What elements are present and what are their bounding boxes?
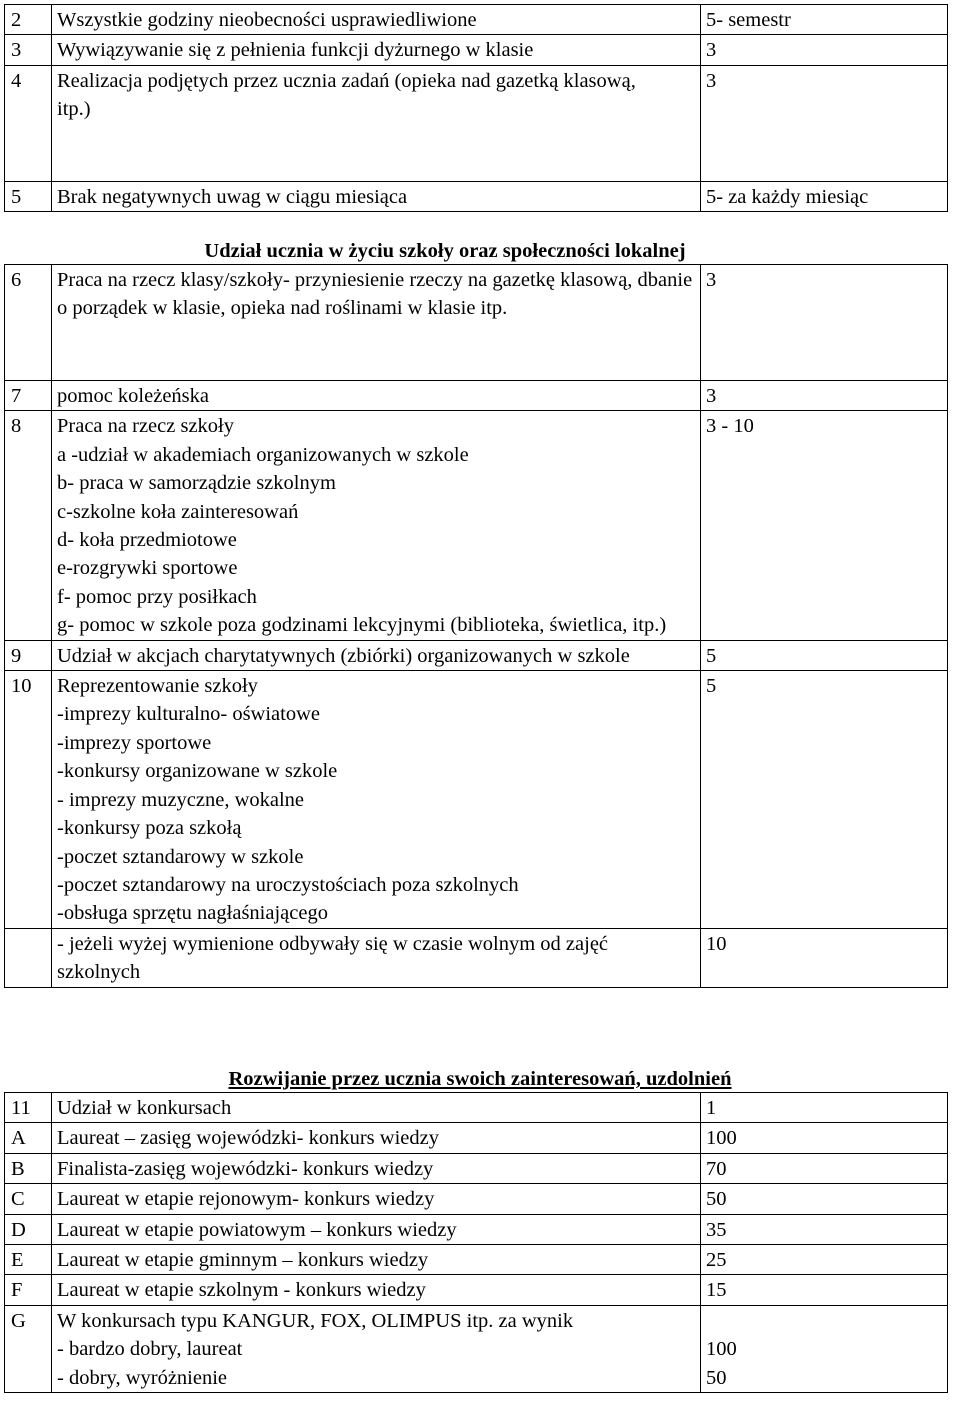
row-number: B <box>5 1153 52 1183</box>
row-description: pomoc koleżeńska <box>52 381 701 411</box>
table-row <box>5 5 948 35</box>
row-number: 6 <box>5 265 52 381</box>
table-row <box>5 411 948 640</box>
row-points: 25 <box>701 1245 948 1275</box>
row-points: 100 <box>701 1123 948 1153</box>
row-number: C <box>5 1184 52 1214</box>
row-points: 1 <box>701 1093 948 1123</box>
table-row <box>5 640 948 670</box>
row-description: Praca na rzecz szkoły a -udział w akademiach organizowanych w szkole b- praca w samorządzie szkolnym c-szkolne koła zainteresowań d- koła przedmiotowe e-rozgrywki sportowe f- pomoc przy posiłkach g- pomoc w szkole poza godzinami lekcyjnymi (biblioteka, świetlica, itp.) <box>52 411 701 640</box>
row-number: 3 <box>5 35 52 65</box>
table-row <box>5 671 948 929</box>
row-description: Finalista-zasięg wojewódzki- konkurs wiedzy <box>52 1153 701 1183</box>
table-interests <box>4 1092 948 1393</box>
row-description: Wszystkie godziny nieobecności usprawiedliwione <box>52 5 701 35</box>
row-points: 10 <box>701 928 948 987</box>
row-number: 11 <box>5 1093 52 1123</box>
table-row <box>5 1153 948 1183</box>
row-number: 10 <box>5 671 52 929</box>
table-row <box>5 1275 948 1305</box>
table-row <box>5 1093 948 1123</box>
row-description: Laureat w etapie rejonowym- konkurs wiedzy <box>52 1184 701 1214</box>
row-number: E <box>5 1245 52 1275</box>
row-number: 4 <box>5 65 52 181</box>
row-points: 5 <box>701 640 948 670</box>
row-points: 3 <box>701 35 948 65</box>
row-description: Udział w akcjach charytatywnych (zbiórki) organizowanych w szkole <box>52 640 701 670</box>
table-row <box>5 65 948 181</box>
table-row <box>5 35 948 65</box>
row-number <box>5 928 52 987</box>
table-row <box>5 1123 948 1153</box>
row-description: Brak negatywnych uwag w ciągu miesiąca <box>52 181 701 211</box>
table-row <box>5 1214 948 1244</box>
row-points: 70 <box>701 1153 948 1183</box>
row-description: Laureat w etapie szkolnym - konkurs wiedzy <box>52 1275 701 1305</box>
row-number: A <box>5 1123 52 1153</box>
section-heading-interests: Rozwijanie przez ucznia swoich zainteresowań, uzdolnień <box>228 1068 732 1090</box>
row-description: Laureat – zasięg wojewódzki- konkurs wiedzy <box>52 1123 701 1153</box>
row-description: Laureat w etapie gminnym – konkurs wiedzy <box>52 1245 701 1275</box>
row-description: Udział w konkursach <box>52 1093 701 1123</box>
table-row <box>5 1184 948 1214</box>
table-row <box>5 1245 948 1275</box>
row-points: 5- semestr <box>701 5 948 35</box>
row-points: 100 50 <box>701 1305 948 1392</box>
row-number: 5 <box>5 181 52 211</box>
row-description: W konkursach typu KANGUR, FOX, OLIMPUS itp. za wynik - bardzo dobry, laureat - dobry, wyróżnienie <box>52 1305 701 1392</box>
row-description: - jeżeli wyżej wymienione odbywały się w czasie wolnym od zajęć szkolnych <box>52 928 701 987</box>
row-number: 7 <box>5 381 52 411</box>
row-description: Wywiązywanie się z pełnienia funkcji dyżurnego w klasie <box>52 35 701 65</box>
row-points: 3 <box>701 381 948 411</box>
table-attendance-duties <box>4 4 948 212</box>
row-points: 5- za każdy miesiąc <box>701 181 948 211</box>
row-points: 15 <box>701 1275 948 1305</box>
row-points: 3 - 10 <box>701 411 948 640</box>
row-number: F <box>5 1275 52 1305</box>
row-number: G <box>5 1305 52 1392</box>
table-row <box>5 381 948 411</box>
row-points: 35 <box>701 1214 948 1244</box>
table-row <box>5 181 948 211</box>
table-school-life <box>4 264 948 988</box>
row-number: 8 <box>5 411 52 640</box>
row-description: Praca na rzecz klasy/szkoły- przyniesienie rzeczy na gazetkę klasową, dbanie o porządek w klasie, opieka nad roślinami w klasie itp. <box>52 265 701 381</box>
row-points: 50 <box>701 1184 948 1214</box>
row-number: D <box>5 1214 52 1244</box>
row-points: 3 <box>701 265 948 381</box>
row-description: Laureat w etapie powiatowym – konkurs wiedzy <box>52 1214 701 1244</box>
table-row <box>5 265 948 381</box>
section-heading-school-life: Udział ucznia w życiu szkoły oraz społeczności lokalnej <box>204 240 686 262</box>
row-number: 9 <box>5 640 52 670</box>
table-row <box>5 928 948 987</box>
row-description: Realizacja podjętych przez ucznia zadań (opieka nad gazetką klasową, itp.) <box>52 65 701 181</box>
table-row <box>5 1305 948 1392</box>
row-description: Reprezentowanie szkoły -imprezy kulturalno- oświatowe -imprezy sportowe -konkursy organizowane w szkole - imprezy muzyczne, wokalne -konkursy poza szkołą -poczet sztandarowy w szkole -poczet sztandarowy na uroczystościach poza szkolnych -obsługa sprzętu nagłaśniającego <box>52 671 701 929</box>
row-number: 2 <box>5 5 52 35</box>
row-points: 3 <box>701 65 948 181</box>
row-points: 5 <box>701 671 948 929</box>
